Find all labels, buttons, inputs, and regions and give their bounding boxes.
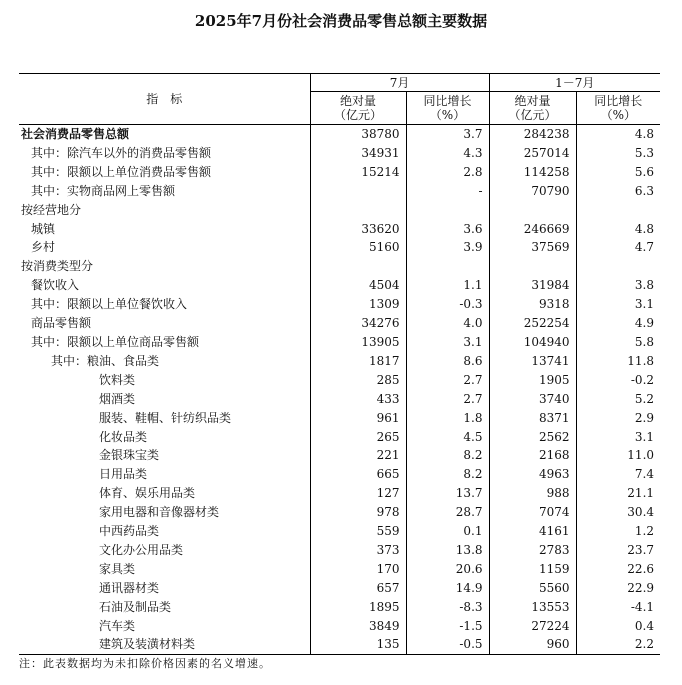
table-row: [19, 238, 660, 257]
cell-a: 127: [310, 484, 406, 503]
cell-a: 285: [310, 371, 406, 390]
cell-c: 2168: [489, 446, 576, 465]
cell-d: 4.8: [576, 125, 660, 144]
cell-b: 14.9: [406, 579, 489, 598]
cell-c: 284238: [489, 125, 576, 144]
cell-d: [576, 201, 660, 220]
cell-d: 23.7: [576, 541, 660, 560]
july-abs-header: 绝对量 （亿元）: [310, 92, 406, 125]
row-label: 社会消费品零售总额: [21, 127, 130, 141]
cell-c: 13553: [489, 598, 576, 617]
cell-d: 1.2: [576, 522, 660, 541]
cell-c: 1159: [489, 560, 576, 579]
cell-d: 2.9: [576, 409, 660, 428]
table-note: 注：此表数据均为未扣除价格因素的名义增速。: [19, 657, 271, 670]
cell-b: 0.1: [406, 522, 489, 541]
cell-a: 33620: [310, 220, 406, 239]
table-row: [19, 503, 660, 522]
july-yoy-header: 同比增长 （%）: [406, 92, 489, 125]
cell-c: 246669: [489, 220, 576, 239]
cell-c: 13741: [489, 352, 576, 371]
row-label: 商品零售额: [31, 316, 92, 331]
row-label: 其中：限额以上单位商品零售额: [31, 334, 200, 349]
cell-c: 4161: [489, 522, 576, 541]
cell-c: 9318: [489, 295, 576, 314]
table-row: [19, 541, 660, 560]
retail-data-table: [19, 73, 660, 655]
table-row: [19, 352, 660, 371]
cell-a: 1817: [310, 352, 406, 371]
cell-c: 27224: [489, 617, 576, 636]
cell-b: 8.6: [406, 352, 489, 371]
cell-b: -0.3: [406, 295, 489, 314]
cell-a: [310, 257, 406, 276]
cell-b: 3.7: [406, 125, 489, 144]
table-row: [19, 465, 660, 484]
cell-a: 34931: [310, 144, 406, 163]
cell-d: 7.4: [576, 465, 660, 484]
cell-d: 22.6: [576, 560, 660, 579]
cell-a: 4504: [310, 276, 406, 295]
cell-c: 7074: [489, 503, 576, 522]
cell-a: [310, 201, 406, 220]
cell-d: 2.2: [576, 635, 660, 654]
row-label: 乡村: [31, 240, 56, 255]
cell-c: 3740: [489, 390, 576, 409]
row-label: 日用品类: [99, 467, 148, 482]
cell-d: -0.2: [576, 371, 660, 390]
cell-a: 170: [310, 560, 406, 579]
page-title: 2025年7月份社会消费品零售总额主要数据: [194, 12, 488, 30]
cell-b: 3.6: [406, 220, 489, 239]
row-label: 其中：实物商品网上零售额: [31, 183, 176, 198]
cell-c: 70790: [489, 182, 576, 201]
cell-b: 13.7: [406, 484, 489, 503]
table-row: [19, 560, 660, 579]
cell-c: 4963: [489, 465, 576, 484]
table-row: [19, 257, 660, 276]
table-row: [19, 635, 660, 654]
table-row: [19, 125, 660, 144]
cell-b: -0.5: [406, 635, 489, 654]
table-row: [19, 522, 660, 541]
cell-b: 3.9: [406, 238, 489, 257]
row-label: 通讯器材类: [99, 580, 160, 595]
cell-a: 1309: [310, 295, 406, 314]
row-label: 中西药品类: [99, 524, 160, 539]
cell-d: 3.8: [576, 276, 660, 295]
cell-b: -8.3: [406, 598, 489, 617]
cell-b: 1.8: [406, 409, 489, 428]
cell-a: 15214: [310, 163, 406, 182]
cell-a: 373: [310, 541, 406, 560]
cell-c: 2562: [489, 428, 576, 447]
table-row: [19, 598, 660, 617]
table-row: [19, 617, 660, 636]
cell-c: 104940: [489, 333, 576, 352]
cell-c: 988: [489, 484, 576, 503]
row-label: 按经营地分: [21, 202, 82, 217]
row-label: 家用电器和音像器材类: [99, 505, 220, 520]
row-label: 其中：限额以上单位餐饮收入: [31, 297, 188, 312]
cell-a: 1895: [310, 598, 406, 617]
row-label: 城镇: [31, 221, 56, 236]
jan-jul-header: 1－7月: [489, 74, 660, 92]
cell-d: 5.3: [576, 144, 660, 163]
cell-b: 1.1: [406, 276, 489, 295]
cell-d: 0.4: [576, 617, 660, 636]
cell-b: -1.5: [406, 617, 489, 636]
cell-a: 5160: [310, 238, 406, 257]
cell-b: 13.8: [406, 541, 489, 560]
cell-b: [406, 257, 489, 276]
cell-c: [489, 201, 576, 220]
row-label: 家具类: [99, 561, 136, 576]
cell-a: 265: [310, 428, 406, 447]
cell-c: [489, 257, 576, 276]
cell-c: 8371: [489, 409, 576, 428]
row-label: 餐饮收入: [31, 278, 80, 293]
table-body: [19, 125, 660, 655]
cell-d: 5.2: [576, 390, 660, 409]
cell-b: 20.6: [406, 560, 489, 579]
cell-b: 4.3: [406, 144, 489, 163]
row-label: 文化办公用品类: [99, 542, 184, 557]
table-row: [19, 333, 660, 352]
cell-d: [576, 257, 660, 276]
cell-b: 28.7: [406, 503, 489, 522]
cell-a: 38780: [310, 125, 406, 144]
cell-a: 3849: [310, 617, 406, 636]
cell-d: 6.3: [576, 182, 660, 201]
table-row: [19, 428, 660, 447]
cell-c: 2783: [489, 541, 576, 560]
cell-d: 11.0: [576, 446, 660, 465]
row-label: 其中：除汽车以外的消费品零售额: [31, 145, 212, 160]
cell-d: 22.9: [576, 579, 660, 598]
cell-d: 3.1: [576, 428, 660, 447]
cell-d: 21.1: [576, 484, 660, 503]
cell-a: 34276: [310, 314, 406, 333]
indicator-header: 指 标: [19, 74, 310, 125]
row-label: 汽车类: [99, 618, 136, 633]
cell-d: -4.1: [576, 598, 660, 617]
cell-a: 961: [310, 409, 406, 428]
row-label: 金银珠宝类: [99, 448, 160, 463]
table-row: [19, 390, 660, 409]
cell-b: 2.7: [406, 390, 489, 409]
cell-b: -: [406, 182, 489, 201]
cell-d: 30.4: [576, 503, 660, 522]
cell-b: 3.1: [406, 333, 489, 352]
table-row: [19, 276, 660, 295]
cell-d: 5.8: [576, 333, 660, 352]
table-row: [19, 371, 660, 390]
cell-c: 257014: [489, 144, 576, 163]
cell-a: 433: [310, 390, 406, 409]
cell-a: [310, 182, 406, 201]
cell-b: 2.7: [406, 371, 489, 390]
row-label: 其中：粮油、食品类: [51, 353, 160, 368]
table-row: [19, 163, 660, 182]
cell-d: 5.6: [576, 163, 660, 182]
table-row: [19, 182, 660, 201]
table-row: [19, 144, 660, 163]
cell-b: 4.0: [406, 314, 489, 333]
cell-a: 978: [310, 503, 406, 522]
row-label: 化妆品类: [99, 429, 148, 444]
cell-a: 135: [310, 635, 406, 654]
row-label: 服装、鞋帽、针纺织品类: [99, 410, 232, 425]
cell-a: 13905: [310, 333, 406, 352]
cell-d: 4.9: [576, 314, 660, 333]
cell-c: 37569: [489, 238, 576, 257]
row-label: 按消费类型分: [21, 259, 94, 274]
cell-a: 657: [310, 579, 406, 598]
cell-c: 114258: [489, 163, 576, 182]
ytd-abs-header: 绝对量 （亿元）: [489, 92, 576, 125]
ytd-yoy-header: 同比增长 （%）: [576, 92, 660, 125]
table-row: [19, 446, 660, 465]
cell-b: 2.8: [406, 163, 489, 182]
cell-b: [406, 201, 489, 220]
cell-a: 559: [310, 522, 406, 541]
cell-b: 8.2: [406, 465, 489, 484]
cell-d: 11.8: [576, 352, 660, 371]
cell-c: 252254: [489, 314, 576, 333]
cell-d: 4.7: [576, 238, 660, 257]
row-label: 其中：限额以上单位消费品零售额: [31, 164, 212, 179]
cell-b: 4.5: [406, 428, 489, 447]
cell-c: 960: [489, 635, 576, 654]
table-row: [19, 484, 660, 503]
table-row: [19, 295, 660, 314]
cell-d: 4.8: [576, 220, 660, 239]
row-label: 烟酒类: [99, 391, 136, 406]
cell-d: 3.1: [576, 295, 660, 314]
cell-c: 1905: [489, 371, 576, 390]
july-header: 7月: [310, 74, 489, 92]
cell-b: 8.2: [406, 446, 489, 465]
table-row: [19, 201, 660, 220]
cell-a: 221: [310, 446, 406, 465]
cell-c: 5560: [489, 579, 576, 598]
table-row: [19, 409, 660, 428]
cell-c: 31984: [489, 276, 576, 295]
cell-a: 665: [310, 465, 406, 484]
table-row: [19, 579, 660, 598]
row-label: 饮料类: [99, 372, 136, 387]
row-label: 体育、娱乐用品类: [99, 486, 196, 501]
table-row: [19, 314, 660, 333]
table-row: [19, 220, 660, 239]
row-label: 建筑及装潢材料类: [19, 635, 310, 654]
row-label: 石油及制品类: [99, 599, 172, 614]
